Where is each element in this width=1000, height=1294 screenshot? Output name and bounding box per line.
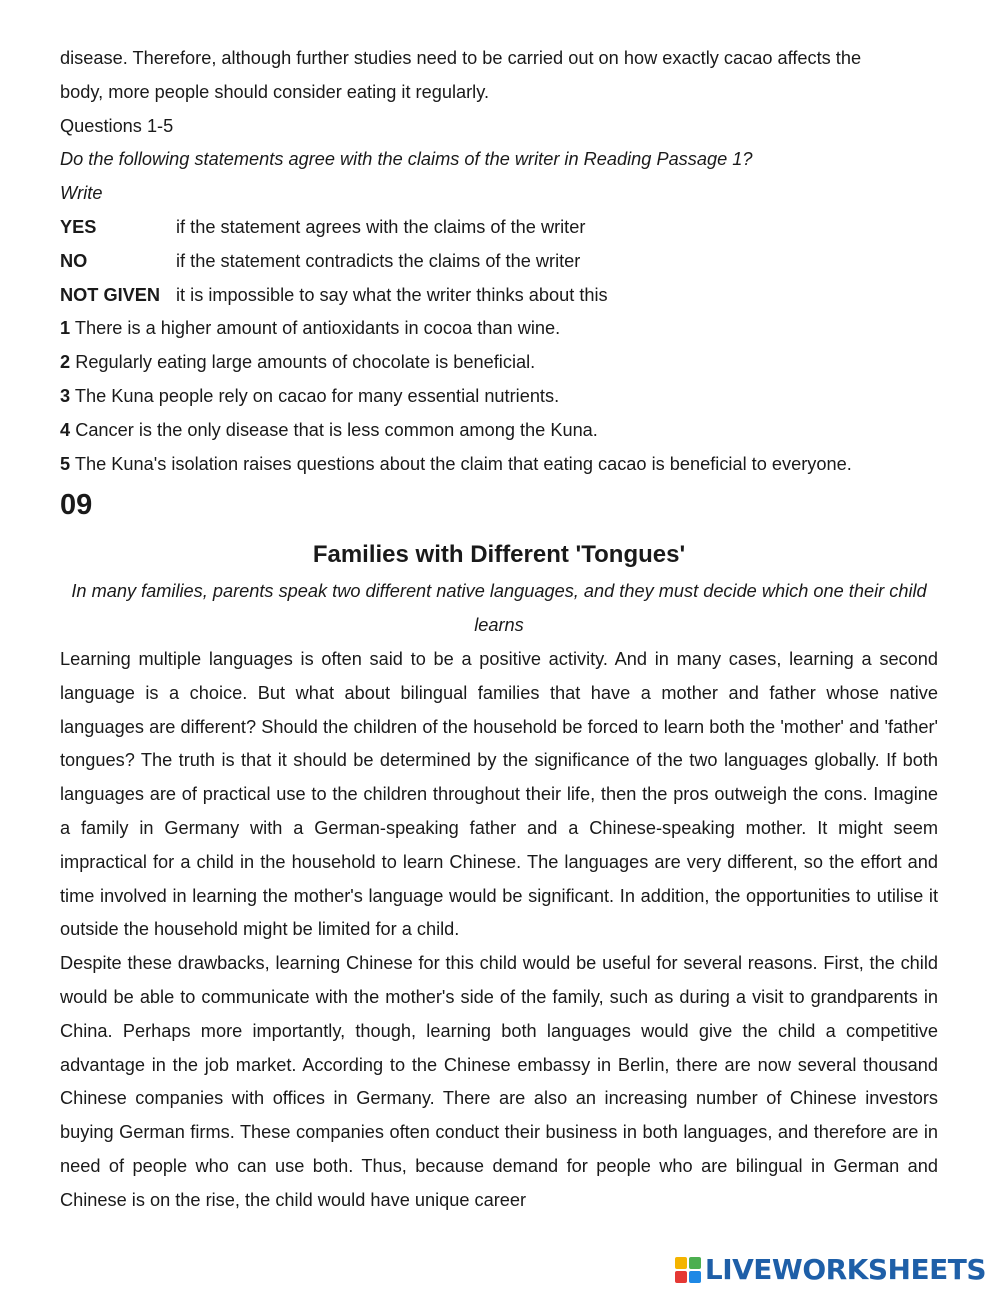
questions-heading: Questions 1-5 <box>60 115 174 136</box>
intro-line-2: body, more people should consider eating it regularly. <box>60 81 490 102</box>
definition-term: NOT GIVEN <box>60 284 161 305</box>
article-paragraph-2: Despite these drawbacks, learning Chinese for this child would be useful for several reasons. First, the child would be able to communicate with the mother's side of the family, such as during a visit to grandparents in China. Perhaps more importantly, though, learning both languages would give the child a competitive advantage in the job market. According to the Chinese embassy in Berlin, there are now several thousand Chinese companies with offices in Germany. There are also an increasing number of Chinese investors buying German firms. These companies often conduct their business in both languages, and therefore are in need of people who can use both. Thus, because demand for people who are bilingual in German and Chinese is on the rise, the child would have unique career <box>60 953 938 1210</box>
question-number: 1 <box>60 318 71 339</box>
question-text: The Kuna people rely on cacao for many essential nutrients. <box>74 385 560 406</box>
question-item <box>60 414 938 448</box>
article-paragraph-1: Learning multiple languages is often said to be a positive activity. And in many cases, learning a second language is a choice. But what about bilingual families that have a mother and father whose native languages are different? Should the children of the household be forced to learn both the 'mother' and 'father' tongues? The truth is that it should be determined by the significance of the two languages globally. If both languages are of practical use to the children throughout their life, then the pros outweigh the cons. Imagine a family in Germany with a German-speaking father and a Chinese-speaking mother. It might seem impractical for a child in the household to learn Chinese. The languages are very different, so the effort and time involved in learning the mother's language would be significant. In addition, the opportunities to utilise it outside the household might be limited for a child. <box>60 648 938 940</box>
logo-square-blue <box>689 1271 701 1283</box>
definition-text: if the statement contradicts the claims of the writer <box>176 250 581 271</box>
definition-yes <box>60 211 938 245</box>
definition-not-given <box>60 279 938 313</box>
logo-icon <box>675 1257 701 1283</box>
document-page <box>60 42 938 1218</box>
write-label: Write <box>60 183 103 204</box>
definition-no <box>60 245 938 279</box>
section-number: 09 <box>60 489 93 522</box>
question-number: 3 <box>60 385 71 406</box>
logo-square-green <box>689 1257 701 1269</box>
question-number: 5 <box>60 453 71 474</box>
question-item <box>60 346 938 380</box>
question-item <box>60 448 938 482</box>
intro-line-1: disease. Therefore, although further studies need to be carried out on how exactly cacao affects the <box>60 48 862 68</box>
question-item <box>60 380 938 414</box>
definition-text: if the statement agrees with the claims of the writer <box>176 216 586 237</box>
question-item <box>60 312 938 346</box>
definition-term: NO <box>60 250 88 271</box>
article-title: Families with Different 'Tongues' <box>312 541 686 569</box>
logo-square-yellow <box>675 1257 687 1269</box>
article-subtitle: In many families, parents speak two different native languages, and they must decide which one their child learns <box>71 581 927 636</box>
question-text: There is a higher amount of antioxidants in cocoa than wine. <box>74 318 561 339</box>
question-number: 4 <box>60 419 71 440</box>
questions-instruction: Do the following statements agree with the claims of the writer in Reading Passage 1? <box>60 149 753 170</box>
question-number: 2 <box>60 352 71 373</box>
definition-text: it is impossible to say what the writer thinks about this <box>176 284 608 305</box>
logo-square-red <box>675 1271 687 1283</box>
question-text: Regularly eating large amounts of chocolate is beneficial. <box>75 352 536 373</box>
definition-term: YES <box>60 216 97 237</box>
liveworksheets-logo <box>675 1253 986 1286</box>
logo-text: LIVEWORKSHEETS <box>704 1253 986 1286</box>
question-text: Cancer is the only disease that is less common among the Kuna. <box>75 419 598 440</box>
question-text: The Kuna's isolation raises questions about the claim that eating cacao is beneficial to everyone. <box>74 453 852 474</box>
